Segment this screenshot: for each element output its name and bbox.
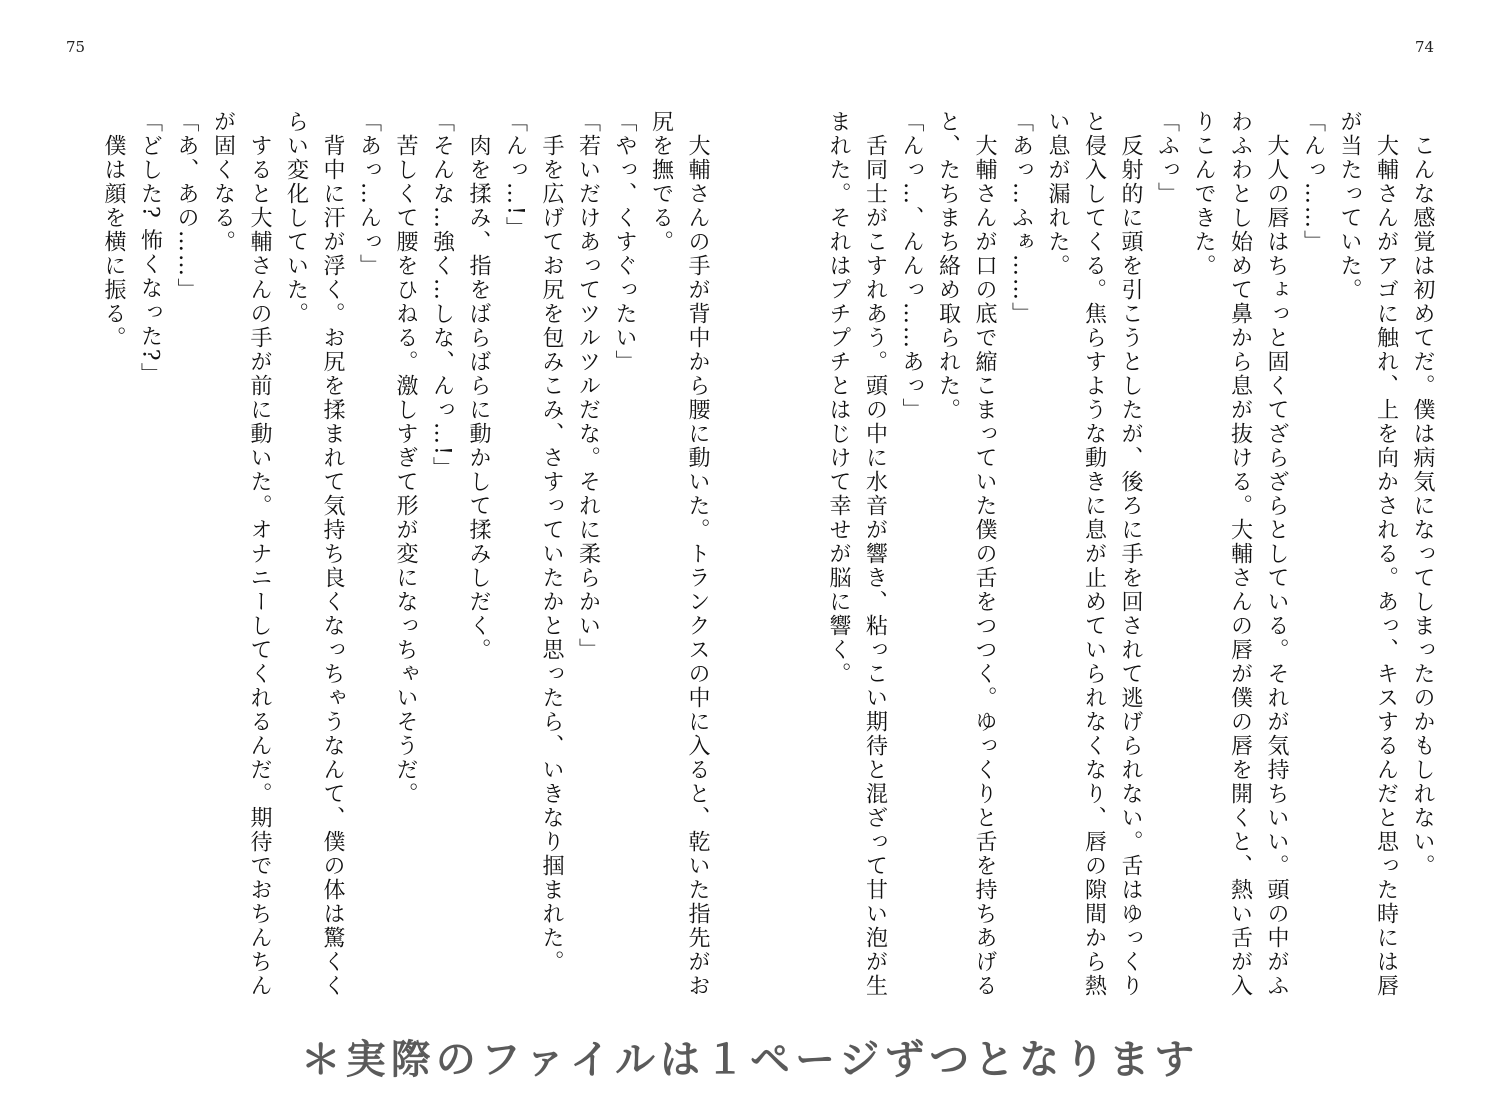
paragraph: 大輔さんが口の底で縮こまっていた僕の舌をつつく。ゆっくりと舌を持ちあげると、たちまち絡め取られた。 [935, 110, 997, 998]
dialogue-line: 「んっ…、んんっ……あっ」 [899, 110, 924, 422]
paragraph: すると大輔さんの手が前に動いた。オナニーしてくれるんだ。期待でおちんちんが固くなる。 [210, 110, 272, 998]
dialogue-line: 「若いだけあってツルツルだな。それに柔らかい」 [575, 110, 601, 662]
paragraph: 手を広げてお尻を包みこみ、さすっていたかと思ったら、いきなり掴まれた。 [539, 110, 564, 974]
paragraph: 苦しくて腰をひねる。激しすぎて形が変になっちゃいそうだ。 [393, 110, 418, 806]
dialogue-line: 「やっ、くすぐったい」 [612, 110, 637, 374]
page-74-text [826, 110, 1440, 1020]
dialogue-line: 「あ、あの……」 [174, 110, 199, 302]
paragraph: 背中に汗が浮く。お尻を揉まれて気持ち良くなっちゃうなんて、僕の体は驚くくらい変化していた。 [283, 110, 345, 998]
page-number-left: 75 [66, 38, 86, 56]
page-75-text [70, 110, 715, 1020]
dialogue-line: 「あっ…ふぁ……」 [1008, 110, 1034, 326]
paragraph: 大人の唇はちょっと固くてざらざらとしている。それが気持ちいい。頭の中がふわふわとし始めて鼻から息が抜ける。大輔さんの唇が僕の唇を開くと、熱い舌が入りこんできた。 [1191, 110, 1289, 998]
paragraph: 舌同士がこすれあう。頭の中に水音が響き、粘っこい期待と混ざって甘い泡が生まれた。それはプチプチとはじけて幸せが脳に響く。 [826, 110, 888, 998]
dialogue-line: 「んっ…!」 [502, 110, 528, 241]
dialogue-line: 「ふっ」 [1154, 110, 1180, 206]
paragraph: 反射的に頭を引こうとしたが、後ろに手を回されて逃げられない。舌はゆっくりと侵入してくる。焦らすような動きに息が止めていられなくなり、唇の隙間から熱い息が漏れた。 [1045, 110, 1143, 998]
dialogue-line: 「あっ…んっ」 [356, 110, 382, 278]
preview-notice: ＊実際のファイルは１ページずつとなります [300, 1037, 1200, 1083]
paragraph: 僕は顔を横に振る。 [101, 110, 126, 350]
paragraph: こんな感覚は初めてだ。僕は病気になってしまったのかもしれない。 [1410, 110, 1435, 878]
paragraph: 肉を揉み、指をばらばらに動かして揉みしだく。 [466, 110, 491, 662]
dialogue-line: 「んっ……」 [1300, 110, 1326, 254]
paragraph: 大輔さんがアゴに触れ、上を向かされる。あっ、キスするんだと思った時には唇が当たっていた。 [1337, 110, 1399, 998]
page-number-right: 74 [1415, 38, 1435, 56]
paragraph: 大輔さんの手が背中から腰に動いた。トランクスの中に入ると、乾いた指先がお尻を撫でる。 [648, 110, 710, 998]
dialogue-line: 「どした? 怖くなった?」 [137, 110, 163, 387]
dialogue-line: 「そんな…強く…しな、んっ…!」 [429, 110, 455, 481]
